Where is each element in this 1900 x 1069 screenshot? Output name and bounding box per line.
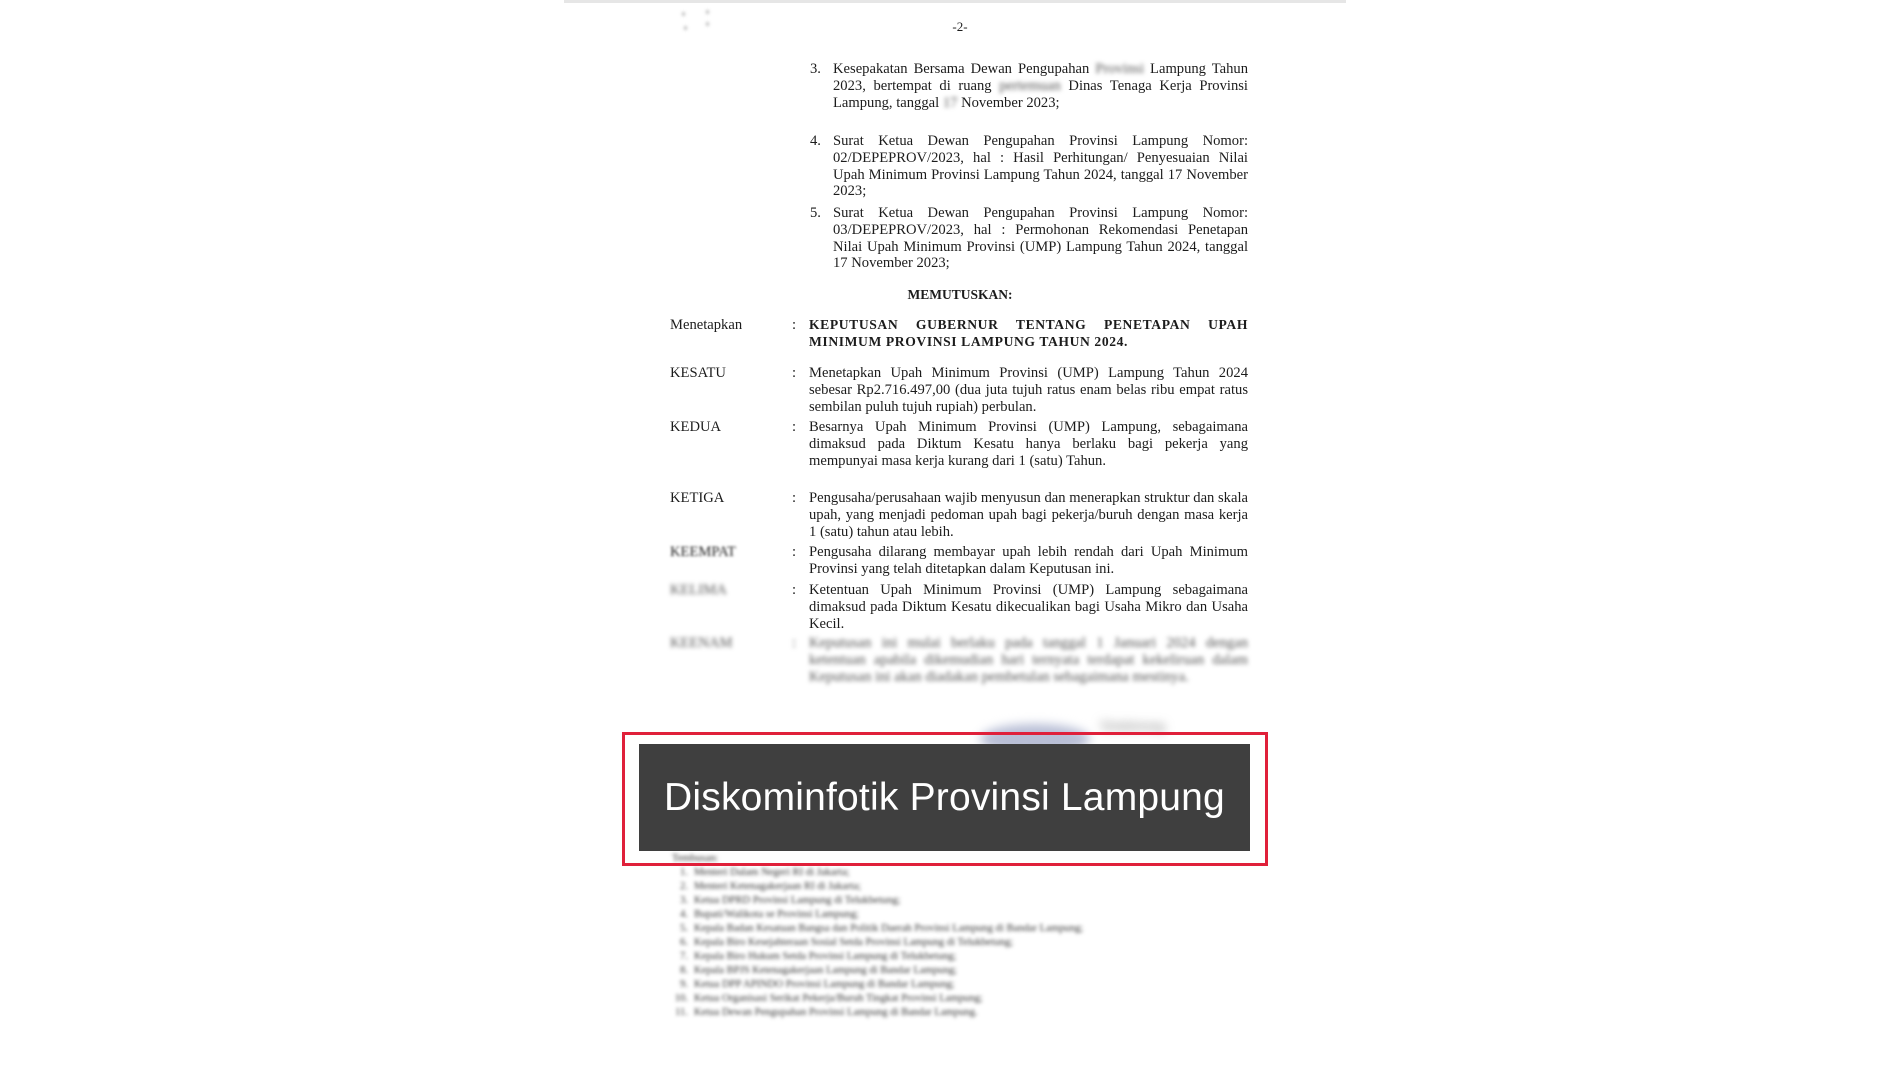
decree-label: KELIMA — [670, 582, 727, 598]
colon: : — [792, 365, 797, 381]
signature-place: Telukbetung — [1100, 718, 1165, 733]
cc-item — [672, 950, 1232, 964]
cc-item — [672, 992, 1232, 1006]
cc-item-number: 10. — [674, 993, 688, 1004]
colon: : — [792, 544, 797, 560]
item-number: 3. — [810, 61, 821, 77]
decree-keenam — [670, 635, 1248, 685]
item-text: Surat Ketua Dewan Pengupahan Provinsi Lampung Nomor: 03/DEPEPROV/2023, hal : Permohonan Rekomendasi Penetapan Nilai Upah Minimum Provinsi (UMP) Lampung Tahun 2024, tanggal 17 November 2023; — [833, 205, 1248, 272]
cc-item-text: Kepala Badan Kesatuan Bangsa dan Politik Daerah Provinsi Lampung di Bandar Lampung; — [694, 923, 1084, 934]
item-text: November 2023; — [961, 94, 1060, 111]
decree-kesatu — [670, 365, 1248, 415]
scan-specks — [680, 10, 720, 34]
decree-ketiga — [670, 490, 1248, 540]
cc-item — [672, 880, 1232, 894]
cc-item-text: Menteri Dalam Negeri RI di Jakarta; — [694, 867, 850, 878]
decree-text: Ketentuan Upah Minimum Provinsi (UMP) Lampung sebagaimana dimaksud pada Diktum Kesatu dikecualikan bagi Usaha Mikro dan Usaha Kecil. — [809, 582, 1248, 632]
cc-item-text: Ketua Dewan Pengupahan Provinsi Lampung di Bandar Lampung. — [694, 1007, 978, 1018]
source-caption: Diskominfotik Provinsi Lampung — [639, 744, 1250, 851]
cc-item — [672, 978, 1232, 992]
cc-item-number: 3. — [680, 895, 688, 906]
item-text: Dinas Tenaga Kerja Provinsi Lampung, tanggal — [833, 77, 1248, 111]
cc-heading: Tembusan: — [672, 853, 719, 864]
cc-item-number: 2. — [680, 881, 688, 892]
consideration-item-3 — [810, 61, 1248, 111]
cc-item — [672, 894, 1232, 908]
decree-kedua — [670, 419, 1248, 469]
cc-item — [672, 908, 1232, 922]
carbon-copy-list — [672, 852, 1232, 1020]
cc-item-text: Kepala Biro Kesejahteraan Sosial Setda Provinsi Lampung di Telukbetung; — [694, 937, 1014, 948]
decree-text: Menetapkan Upah Minimum Provinsi (UMP) Lampung Tahun 2024 sebesar Rp2.716.497,00 (dua juta tujuh ratus enam belas ribu empat ratus sembilan puluh tujuh rupiah) perbulan. — [809, 365, 1248, 415]
cc-item — [672, 1006, 1232, 1020]
blurred-text: pertemuan — [999, 77, 1061, 94]
colon: : — [792, 419, 797, 435]
decree-label: KEEMPAT — [670, 544, 736, 560]
item-text: Kesepakatan Bersama Dewan Pengupahan — [833, 61, 1090, 77]
cc-item-number: 8. — [680, 965, 688, 976]
cc-item — [672, 922, 1232, 936]
page-edge — [564, 0, 1346, 3]
cc-item-text: Ketua DPRD Provinsi Lampung di Telukbetung; — [694, 895, 901, 906]
colon: : — [792, 490, 797, 506]
page-number: -2- — [952, 19, 968, 34]
item-text: Lampung Tahun 2023, bertempat di ruang — [833, 61, 1248, 94]
cc-item-text: Kepala Biro Hukum Setda Provinsi Lampung di Telukbetung; — [694, 951, 957, 962]
cc-item-number: 4. — [680, 909, 688, 920]
decree-keempat — [670, 544, 1248, 578]
cc-item-number: 11. — [675, 1007, 688, 1018]
cc-item-number: 7. — [680, 951, 688, 962]
decree-text: Besarnya Upah Minimum Provinsi (UMP) Lampung, sebagaimana dimaksud pada Diktum Kesatu hanya berlaku bagi pekerja yang mempunyai masa kerja kurang dari 1 (satu) Tahun. — [809, 419, 1248, 469]
cc-item — [672, 936, 1232, 950]
consideration-item-4 — [810, 133, 1248, 200]
consideration-item-5 — [810, 205, 1248, 272]
blurred-text: 17 — [942, 94, 958, 111]
cc-item-number: 9. — [680, 979, 688, 990]
decree-kelima — [670, 582, 1248, 632]
cc-item-text: Ketua Organisasi Serikat Pekerja/Buruh Tingkat Provinsi Lampung; — [694, 993, 983, 1004]
cc-item — [672, 866, 1232, 880]
colon: : — [792, 317, 797, 333]
cc-item-text: Menteri Ketenagakerjaan RI di Jakarta; — [694, 881, 862, 892]
item-number: 4. — [810, 133, 821, 149]
colon: : — [792, 582, 797, 598]
decree-label: Menetapkan — [670, 317, 743, 333]
blurred-text: Provinsi — [1095, 61, 1145, 77]
cc-item — [672, 964, 1232, 978]
item-text: Surat Ketua Dewan Pengupahan Provinsi Lampung Nomor: 02/DEPEPROV/2023, hal : Hasil Perhitungan/ Penyesuaian Nilai Upah Minimum Provinsi Lampung Tahun 2024, tanggal 17 November 2023; — [833, 133, 1248, 200]
decree-label: KEENAM — [670, 635, 733, 651]
decree-label: KETIGA — [670, 490, 725, 506]
colon: : — [792, 635, 797, 651]
decree-menetapkan — [670, 317, 1248, 351]
decree-text: Pengusaha dilarang membayar upah lebih rendah dari Upah Minimum Provinsi yang telah ditetapkan dalam Keputusan ini. — [809, 544, 1248, 577]
decree-label: KEDUA — [670, 419, 722, 435]
cc-item-text: Ketua DPP APINDO Provinsi Lampung di Bandar Lampung; — [694, 979, 955, 990]
cc-item-number: 6. — [680, 937, 688, 948]
cc-item-text: Kepala BPJS Ketenagakerjaan Lampung di Bandar Lampung; — [694, 965, 958, 976]
cc-item-number: 1. — [680, 867, 688, 878]
decide-heading: MEMUTUSKAN: — [907, 287, 1013, 302]
decree-text: KEPUTUSAN GUBERNUR TENTANG PENETAPAN UPAH MINIMUM PROVINSI LAMPUNG TAHUN 2024. — [809, 317, 1248, 349]
decree-text: Keputusan ini mulai berlaku pada tanggal 1 Januari 2024 dengan ketentuan apabila dikemudian hari ternyata terdapat kekeliruan dalam Keputusan ini akan diadakan pembetulan sebagaimana mestinya. — [809, 635, 1248, 685]
cc-item-text: Bupati/Walikota se Provinsi Lampung; — [694, 909, 859, 920]
cc-item-number: 5. — [680, 923, 688, 934]
decree-text: Pengusaha/perusahaan wajib menyusun dan menerapkan struktur dan skala upah, yang menjadi pedoman upah bagi pekerja/buruh dengan masa kerja 1 (satu) tahun atau lebih. — [809, 490, 1248, 540]
decree-label: KESATU — [670, 365, 726, 381]
item-number: 5. — [810, 205, 821, 221]
